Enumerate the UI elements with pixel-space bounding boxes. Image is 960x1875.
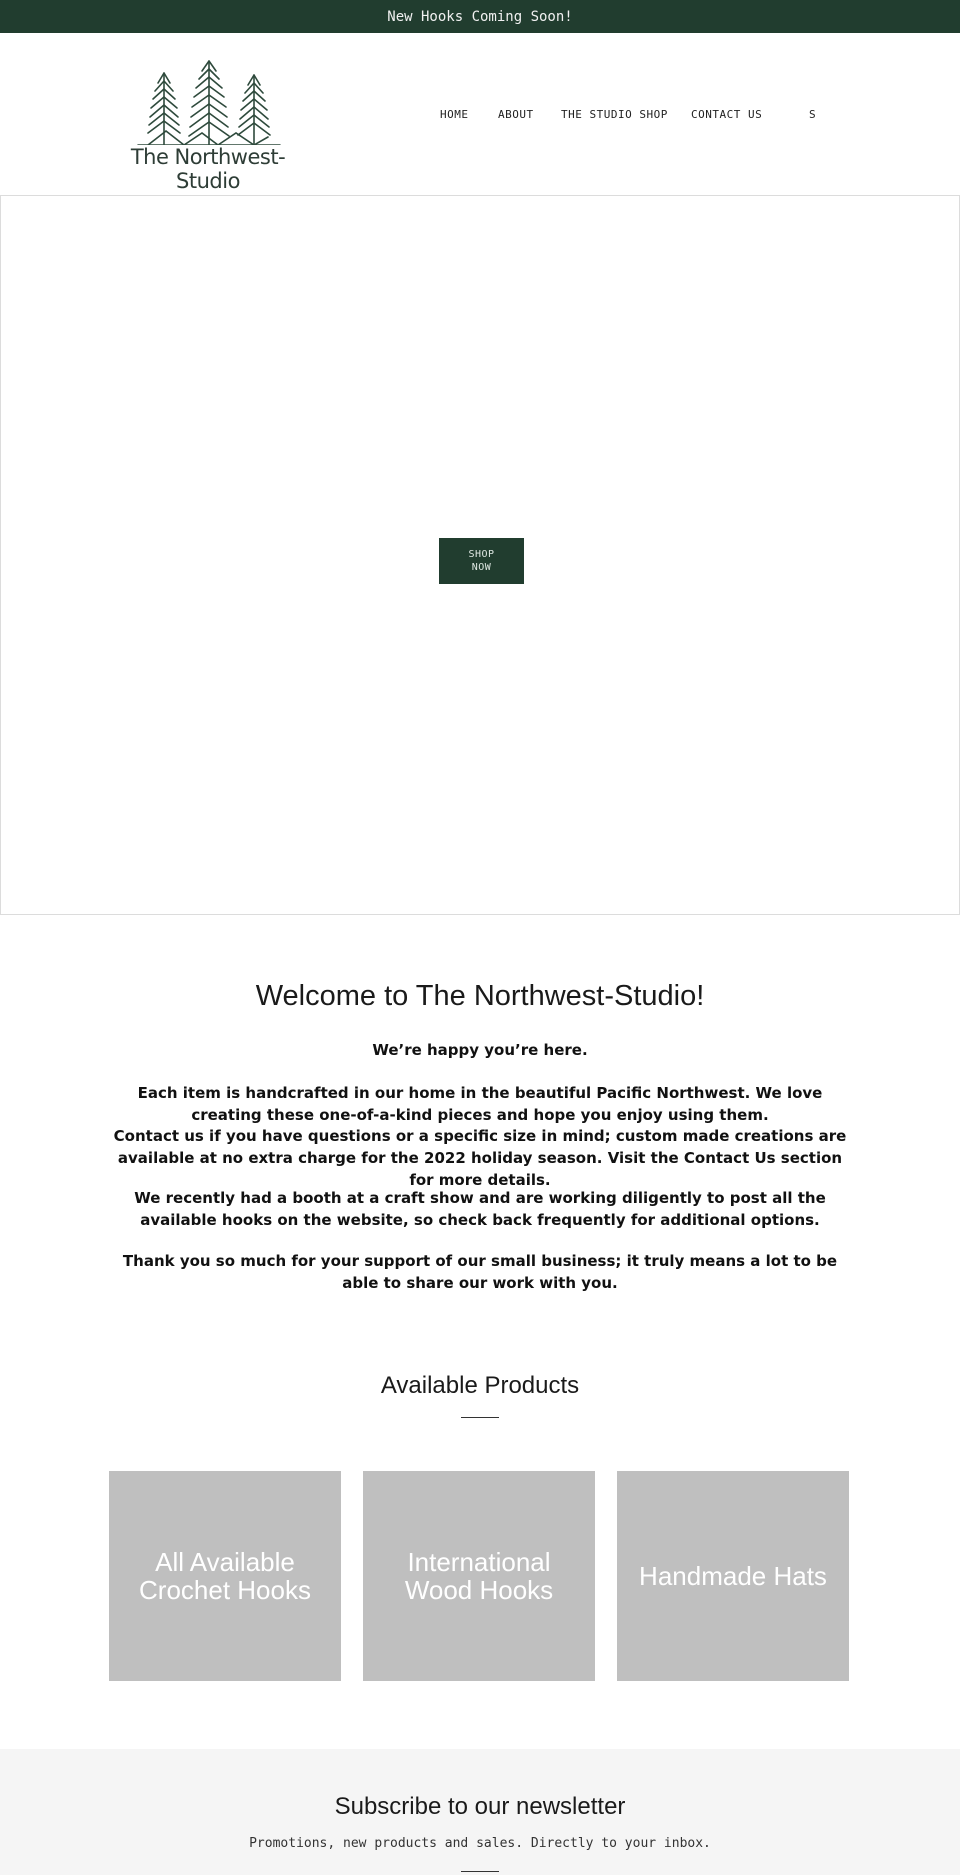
nav-contact-us[interactable]: CONTACT US bbox=[691, 108, 763, 121]
products-title: Available Products bbox=[380, 1372, 580, 1399]
newsletter-subtitle: Promotions, new products and sales. Directly to your inbox. bbox=[249, 1836, 711, 1851]
welcome-paragraph-contact: Contact us if you have questions or a specific size in mind; custom made creations are available at no extra charge for the 2022 holiday season. Visit the Contact Us section for more details. bbox=[113, 1127, 847, 1189]
main-nav bbox=[0, 108, 960, 128]
nav-home[interactable]: HOME bbox=[440, 108, 469, 121]
newsletter-title: Subscribe to our newsletter bbox=[334, 1793, 626, 1820]
welcome-paragraph-handcrafted: Each item is handcrafted in our home in the beautiful Pacific Northwest. We love creating these one-of-a-kind pieces and hope you enjoy using them. bbox=[137, 1084, 823, 1124]
nav-studio-shop[interactable]: THE STUDIO SHOP bbox=[561, 108, 668, 121]
welcome-title: Welcome to The Northwest-Studio! bbox=[255, 980, 705, 1012]
newsletter-divider bbox=[461, 1871, 499, 1872]
site-header bbox=[0, 33, 960, 195]
announcement-bar bbox=[0, 0, 960, 33]
pine-trees-icon bbox=[108, 45, 308, 145]
welcome-paragraph-thanks: Thank you so much for your support of our small business; it truly means a lot to be able to share our work with you. bbox=[122, 1252, 838, 1292]
shop-now-button[interactable]: SHOP NOW bbox=[439, 538, 524, 584]
newsletter-section bbox=[0, 1749, 960, 1875]
logo-text: The Northwest-Studio bbox=[130, 145, 286, 193]
product-card-handmade-hats[interactable]: Handmade Hats bbox=[617, 1471, 849, 1681]
product-card-international-wood-hooks[interactable]: International Wood Hooks bbox=[363, 1471, 595, 1681]
hero-banner bbox=[0, 195, 960, 915]
nav-search[interactable]: S bbox=[809, 108, 817, 121]
product-card-crochet-hooks[interactable]: All Available Crochet Hooks bbox=[109, 1471, 341, 1681]
announcement-text: New Hooks Coming Soon! bbox=[387, 8, 573, 25]
nav-about[interactable]: ABOUT bbox=[498, 108, 534, 121]
welcome-heading-block bbox=[0, 980, 960, 1013]
welcome-tagline: We’re happy you’re here. bbox=[372, 1041, 588, 1059]
welcome-paragraph-craft-show: We recently had a booth at a craft show and are working diligently to post all the available hooks on the website, so check back frequently for additional options. bbox=[134, 1189, 826, 1229]
products-divider bbox=[461, 1417, 499, 1418]
